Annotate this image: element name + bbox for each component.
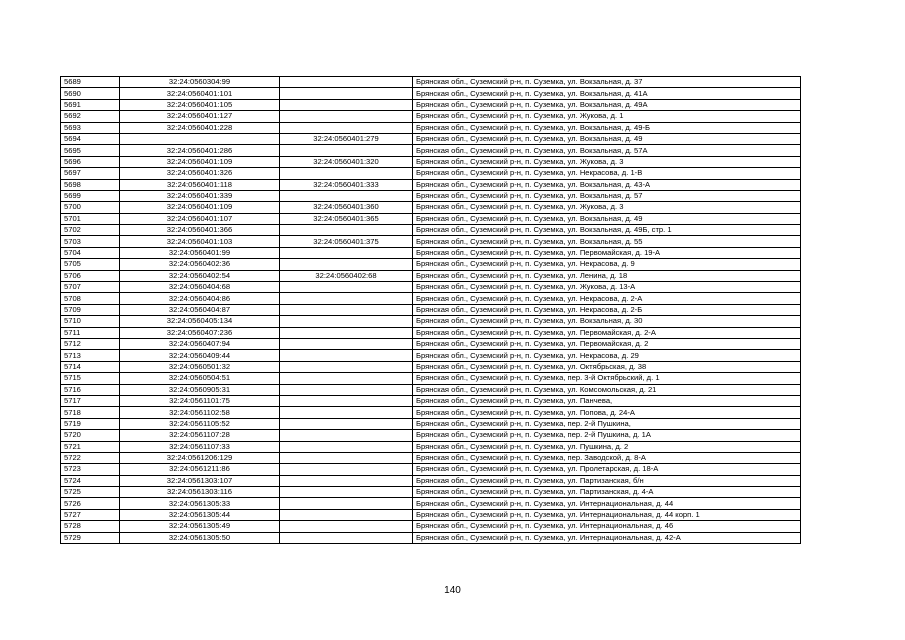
previous-cadastral-number-cell — [280, 304, 413, 315]
row-number-cell: 5707 — [61, 282, 120, 293]
table-row — [61, 145, 801, 156]
row-number-cell: 5714 — [61, 361, 120, 372]
table-row — [61, 88, 801, 99]
cadastral-number-cell: 32:24:0561305:33 — [120, 498, 280, 509]
address-cell: Брянская обл., Суземский р-н, п. Суземка, пер. 3-й Октябрьский, д. 1 — [413, 373, 801, 384]
cadastral-number-cell: 32:24:0560401:339 — [120, 190, 280, 201]
cadastral-number-cell: 32:24:0561206:129 — [120, 452, 280, 463]
cadastral-number-cell: 32:24:0560401:107 — [120, 213, 280, 224]
row-number-cell: 5720 — [61, 430, 120, 441]
row-number-cell: 5689 — [61, 77, 120, 88]
table-row — [61, 407, 801, 418]
row-number-cell: 5700 — [61, 202, 120, 213]
previous-cadastral-number-cell: 32:24:0560401:375 — [280, 236, 413, 247]
cadastral-number-cell: 32:24:0560401:101 — [120, 88, 280, 99]
cadastral-number-cell: 32:24:0560401:286 — [120, 145, 280, 156]
address-cell: Брянская обл., Суземский р-н, п. Суземка, пер. 2-й Пушкина, д. 1А — [413, 430, 801, 441]
row-number-cell: 5717 — [61, 395, 120, 406]
table-row — [61, 213, 801, 224]
row-number-cell: 5711 — [61, 327, 120, 338]
address-cell: Брянская обл., Суземский р-н, п. Суземка, ул. Первомайская, д. 2-А — [413, 327, 801, 338]
cadastral-number-cell: 32:24:0560407:94 — [120, 338, 280, 349]
cadastral-number-cell: 32:24:0561101:75 — [120, 395, 280, 406]
cadastral-number-cell: 32:24:0561303:107 — [120, 475, 280, 486]
previous-cadastral-number-cell — [280, 99, 413, 110]
table-row — [61, 418, 801, 429]
table-row — [61, 361, 801, 372]
cadastral-number-cell: 32:24:0561105:52 — [120, 418, 280, 429]
previous-cadastral-number-cell — [280, 509, 413, 520]
previous-cadastral-number-cell — [280, 452, 413, 463]
cadastral-number-cell — [120, 133, 280, 144]
cadastral-number-cell: 32:24:0561211:86 — [120, 464, 280, 475]
address-cell: Брянская обл., Суземский р-н, п. Суземка, ул. Интернациональная, д. 44 — [413, 498, 801, 509]
row-number-cell: 5709 — [61, 304, 120, 315]
cadastral-number-cell: 32:24:0560401:109 — [120, 156, 280, 167]
previous-cadastral-number-cell — [280, 293, 413, 304]
cadastral-number-cell: 32:24:0561107:28 — [120, 430, 280, 441]
previous-cadastral-number-cell — [280, 373, 413, 384]
previous-cadastral-number-cell: 32:24:0560401:333 — [280, 179, 413, 190]
table-row — [61, 509, 801, 520]
table-row — [61, 179, 801, 190]
row-number-cell: 5695 — [61, 145, 120, 156]
address-cell: Брянская обл., Суземский р-н, п. Суземка, пер. Заводской, д. 8-А — [413, 452, 801, 463]
previous-cadastral-number-cell — [280, 190, 413, 201]
address-cell: Брянская обл., Суземский р-н, п. Суземка, ул. Вокзальная, д. 49-Б — [413, 122, 801, 133]
table-row — [61, 156, 801, 167]
address-cell: Брянская обл., Суземский р-н, п. Суземка, ул. Первомайская, д. 2 — [413, 338, 801, 349]
table-row — [61, 259, 801, 270]
table-row — [61, 532, 801, 543]
address-cell: Брянская обл., Суземский р-н, п. Суземка, ул. Интернациональная, д. 44 корп. 1 — [413, 509, 801, 520]
address-cell: Брянская обл., Суземский р-н, п. Суземка, ул. Вокзальная, д. 49А — [413, 99, 801, 110]
table-row — [61, 282, 801, 293]
registry-table-body — [61, 77, 801, 544]
address-cell: Брянская обл., Суземский р-н, п. Суземка, ул. Вокзальная, д. 41А — [413, 88, 801, 99]
cadastral-number-cell: 32:24:0560401:105 — [120, 99, 280, 110]
address-cell: Брянская обл., Суземский р-н, п. Суземка, ул. Жукова, д. 1 — [413, 111, 801, 122]
address-cell: Брянская обл., Суземский р-н, п. Суземка, ул. Пушкина, д. 2 — [413, 441, 801, 452]
address-cell: Брянская обл., Суземский р-н, п. Суземка, ул. Жукова, д. 3 — [413, 202, 801, 213]
table-row — [61, 133, 801, 144]
previous-cadastral-number-cell — [280, 282, 413, 293]
previous-cadastral-number-cell: 32:24:0560402:68 — [280, 270, 413, 281]
table-row — [61, 498, 801, 509]
cadastral-number-cell: 32:24:0560401:99 — [120, 247, 280, 258]
row-number-cell: 5708 — [61, 293, 120, 304]
previous-cadastral-number-cell — [280, 418, 413, 429]
row-number-cell: 5716 — [61, 384, 120, 395]
cadastral-number-cell: 32:24:0560304:99 — [120, 77, 280, 88]
previous-cadastral-number-cell — [280, 475, 413, 486]
table-row — [61, 475, 801, 486]
previous-cadastral-number-cell — [280, 395, 413, 406]
previous-cadastral-number-cell — [280, 350, 413, 361]
address-cell: Брянская обл., Суземский р-н, п. Суземка, ул. Жукова, д. 3 — [413, 156, 801, 167]
row-number-cell: 5718 — [61, 407, 120, 418]
table-row — [61, 236, 801, 247]
address-cell: Брянская обл., Суземский р-н, п. Суземка, ул. Вокзальная, д. 57 — [413, 190, 801, 201]
row-number-cell: 5722 — [61, 452, 120, 463]
cadastral-number-cell: 32:24:0560402:36 — [120, 259, 280, 270]
cadastral-number-cell: 32:24:0560404:86 — [120, 293, 280, 304]
cadastral-number-cell: 32:24:0560404:87 — [120, 304, 280, 315]
row-number-cell: 5713 — [61, 350, 120, 361]
address-cell: Брянская обл., Суземский р-н, п. Суземка, ул. Ленина, д. 18 — [413, 270, 801, 281]
table-row — [61, 373, 801, 384]
address-cell: Брянская обл., Суземский р-н, п. Суземка, ул. Некрасова, д. 2-А — [413, 293, 801, 304]
row-number-cell: 5715 — [61, 373, 120, 384]
table-row — [61, 384, 801, 395]
table-row — [61, 190, 801, 201]
row-number-cell: 5729 — [61, 532, 120, 543]
row-number-cell: 5692 — [61, 111, 120, 122]
previous-cadastral-number-cell — [280, 145, 413, 156]
previous-cadastral-number-cell — [280, 77, 413, 88]
table-row — [61, 270, 801, 281]
address-cell: Брянская обл., Суземский р-н, п. Суземка, ул. Некрасова, д. 1-В — [413, 168, 801, 179]
cadastral-number-cell: 32:24:0560409:44 — [120, 350, 280, 361]
table-row — [61, 521, 801, 532]
cadastral-number-cell: 32:24:0560405:134 — [120, 316, 280, 327]
table-row — [61, 168, 801, 179]
table-row — [61, 395, 801, 406]
cadastral-number-cell: 32:24:0560401:118 — [120, 179, 280, 190]
cadastral-number-cell: 32:24:0560401:366 — [120, 225, 280, 236]
cadastral-number-cell: 32:24:0560401:228 — [120, 122, 280, 133]
table-row — [61, 338, 801, 349]
previous-cadastral-number-cell — [280, 111, 413, 122]
cadastral-number-cell: 32:24:0560501:32 — [120, 361, 280, 372]
address-cell: Брянская обл., Суземский р-н, п. Суземка, ул. Интернациональная, д. 42-А — [413, 532, 801, 543]
row-number-cell: 5727 — [61, 509, 120, 520]
cadastral-number-cell: 32:24:0561305:50 — [120, 532, 280, 543]
address-cell: Брянская обл., Суземский р-н, п. Суземка, ул. Некрасова, д. 2-Б — [413, 304, 801, 315]
table-row — [61, 441, 801, 452]
table-row — [61, 452, 801, 463]
table-row — [61, 293, 801, 304]
address-cell: Брянская обл., Суземский р-н, п. Суземка, ул. Вокзальная, д. 55 — [413, 236, 801, 247]
previous-cadastral-number-cell — [280, 384, 413, 395]
address-cell: Брянская обл., Суземский р-н, п. Суземка, ул. Вокзальная, д. 49 — [413, 213, 801, 224]
previous-cadastral-number-cell — [280, 521, 413, 532]
previous-cadastral-number-cell — [280, 316, 413, 327]
previous-cadastral-number-cell — [280, 487, 413, 498]
address-cell: Брянская обл., Суземский р-н, п. Суземка, ул. Вокзальная, д. 43-А — [413, 179, 801, 190]
address-cell: Брянская обл., Суземский р-н, п. Суземка, ул. Панчева, — [413, 395, 801, 406]
address-cell: Брянская обл., Суземский р-н, п. Суземка, ул. Вокзальная, д. 49 — [413, 133, 801, 144]
row-number-cell: 5724 — [61, 475, 120, 486]
address-cell: Брянская обл., Суземский р-н, п. Суземка, ул. Вокзальная, д. 37 — [413, 77, 801, 88]
row-number-cell: 5726 — [61, 498, 120, 509]
address-cell: Брянская обл., Суземский р-н, п. Суземка, ул. Интернациональная, д. 46 — [413, 521, 801, 532]
address-cell: Брянская обл., Суземский р-н, п. Суземка, ул. Вокзальная, д. 30 — [413, 316, 801, 327]
cadastral-number-cell: 32:24:0561305:44 — [120, 509, 280, 520]
cadastral-number-cell: 32:24:0561102:58 — [120, 407, 280, 418]
previous-cadastral-number-cell — [280, 88, 413, 99]
row-number-cell: 5690 — [61, 88, 120, 99]
previous-cadastral-number-cell — [280, 338, 413, 349]
cadastral-number-cell: 32:24:0561107:33 — [120, 441, 280, 452]
row-number-cell: 5696 — [61, 156, 120, 167]
row-number-cell: 5725 — [61, 487, 120, 498]
table-row — [61, 316, 801, 327]
cadastral-number-cell: 32:24:0561303:116 — [120, 487, 280, 498]
address-cell: Брянская обл., Суземский р-н, п. Суземка, ул. Октябрьская, д. 38 — [413, 361, 801, 372]
previous-cadastral-number-cell — [280, 327, 413, 338]
address-cell: Брянская обл., Суземский р-н, п. Суземка, пер. 2-й Пушкина, — [413, 418, 801, 429]
cadastral-number-cell: 32:24:0560905:31 — [120, 384, 280, 395]
cadastral-number-cell: 32:24:0560402:54 — [120, 270, 280, 281]
previous-cadastral-number-cell — [280, 532, 413, 543]
previous-cadastral-number-cell — [280, 168, 413, 179]
table-row — [61, 304, 801, 315]
row-number-cell: 5701 — [61, 213, 120, 224]
cadastral-number-cell: 32:24:0560504:51 — [120, 373, 280, 384]
row-number-cell: 5705 — [61, 259, 120, 270]
row-number-cell: 5702 — [61, 225, 120, 236]
address-cell: Брянская обл., Суземский р-н, п. Суземка, ул. Партизанская, д. 4-А — [413, 487, 801, 498]
row-number-cell: 5693 — [61, 122, 120, 133]
address-cell: Брянская обл., Суземский р-н, п. Суземка, ул. Комсомольская, д. 21 — [413, 384, 801, 395]
table-row — [61, 225, 801, 236]
cadastral-number-cell: 32:24:0560401:109 — [120, 202, 280, 213]
previous-cadastral-number-cell — [280, 247, 413, 258]
table-row — [61, 202, 801, 213]
address-cell: Брянская обл., Суземский р-н, п. Суземка, ул. Первомайская, д. 19-А — [413, 247, 801, 258]
cadastral-number-cell: 32:24:0560401:326 — [120, 168, 280, 179]
previous-cadastral-number-cell — [280, 464, 413, 475]
previous-cadastral-number-cell — [280, 361, 413, 372]
registry-table — [60, 76, 801, 544]
address-cell: Брянская обл., Суземский р-н, п. Суземка, ул. Вокзальная, д. 49Б, стр. 1 — [413, 225, 801, 236]
row-number-cell: 5706 — [61, 270, 120, 281]
table-row — [61, 430, 801, 441]
row-number-cell: 5710 — [61, 316, 120, 327]
previous-cadastral-number-cell: 32:24:0560401:279 — [280, 133, 413, 144]
address-cell: Брянская обл., Суземский р-н, п. Суземка, ул. Партизанская, б/н — [413, 475, 801, 486]
table-row — [61, 111, 801, 122]
row-number-cell: 5697 — [61, 168, 120, 179]
previous-cadastral-number-cell: 32:24:0560401:360 — [280, 202, 413, 213]
row-number-cell: 5719 — [61, 418, 120, 429]
previous-cadastral-number-cell — [280, 407, 413, 418]
cadastral-number-cell: 32:24:0560401:127 — [120, 111, 280, 122]
table-row — [61, 247, 801, 258]
row-number-cell: 5723 — [61, 464, 120, 475]
row-number-cell: 5721 — [61, 441, 120, 452]
row-number-cell: 5703 — [61, 236, 120, 247]
previous-cadastral-number-cell — [280, 259, 413, 270]
previous-cadastral-number-cell — [280, 498, 413, 509]
cadastral-number-cell: 32:24:0560401:103 — [120, 236, 280, 247]
previous-cadastral-number-cell — [280, 122, 413, 133]
previous-cadastral-number-cell — [280, 430, 413, 441]
table-row — [61, 487, 801, 498]
address-cell: Брянская обл., Суземский р-н, п. Суземка, ул. Некрасова, д. 29 — [413, 350, 801, 361]
row-number-cell: 5712 — [61, 338, 120, 349]
row-number-cell: 5691 — [61, 99, 120, 110]
previous-cadastral-number-cell: 32:24:0560401:365 — [280, 213, 413, 224]
cadastral-number-cell: 32:24:0560404:68 — [120, 282, 280, 293]
address-cell: Брянская обл., Суземский р-н, п. Суземка, ул. Жукова, д. 13-А — [413, 282, 801, 293]
address-cell: Брянская обл., Суземский р-н, п. Суземка, ул. Пролетарская, д. 18-А — [413, 464, 801, 475]
table-row — [61, 122, 801, 133]
row-number-cell: 5704 — [61, 247, 120, 258]
previous-cadastral-number-cell — [280, 225, 413, 236]
cadastral-number-cell: 32:24:0560407:236 — [120, 327, 280, 338]
table-row — [61, 350, 801, 361]
table-row — [61, 99, 801, 110]
table-row — [61, 464, 801, 475]
address-cell: Брянская обл., Суземский р-н, п. Суземка, ул. Попова, д. 24-А — [413, 407, 801, 418]
previous-cadastral-number-cell: 32:24:0560401:320 — [280, 156, 413, 167]
previous-cadastral-number-cell — [280, 441, 413, 452]
row-number-cell: 5699 — [61, 190, 120, 201]
table-row — [61, 327, 801, 338]
address-cell: Брянская обл., Суземский р-н, п. Суземка, ул. Некрасова, д. 9 — [413, 259, 801, 270]
row-number-cell: 5728 — [61, 521, 120, 532]
table-row — [61, 77, 801, 88]
address-cell: Брянская обл., Суземский р-н, п. Суземка, ул. Вокзальная, д. 57А — [413, 145, 801, 156]
row-number-cell: 5698 — [61, 179, 120, 190]
row-number-cell: 5694 — [61, 133, 120, 144]
page-number: 140 — [444, 585, 461, 596]
cadastral-number-cell: 32:24:0561305:49 — [120, 521, 280, 532]
